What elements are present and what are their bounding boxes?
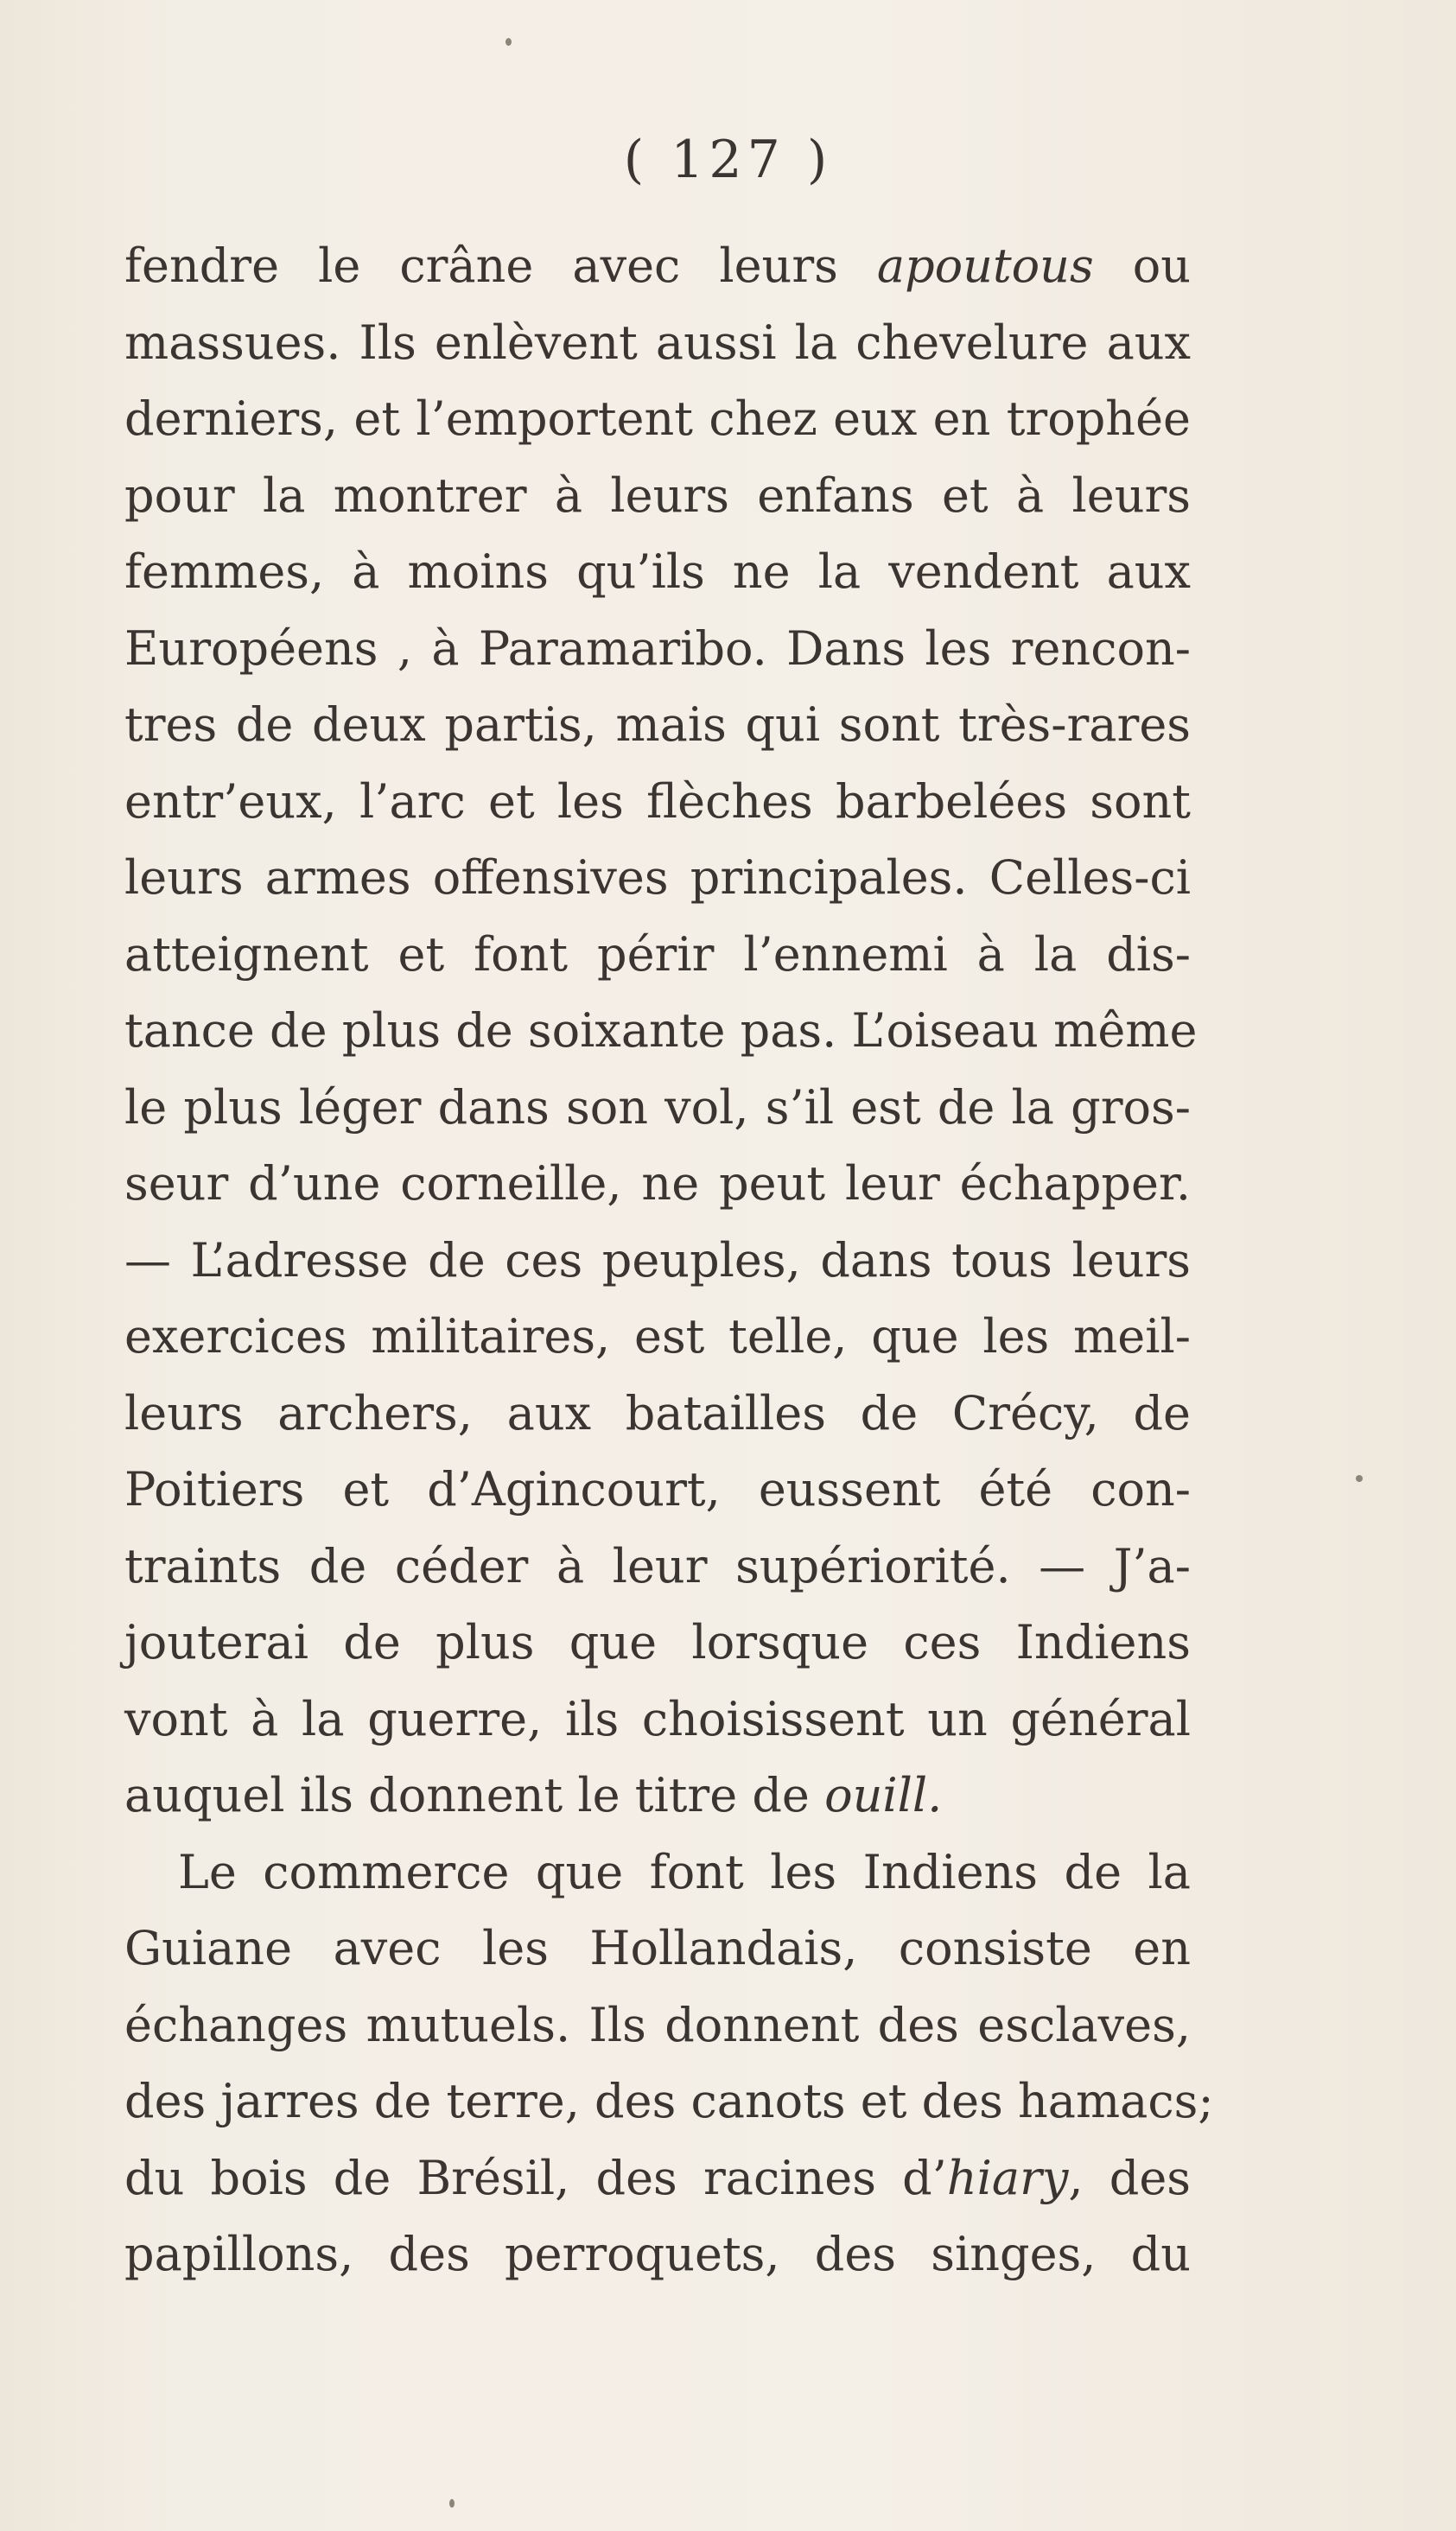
text-line [124,305,1191,382]
text-line [124,1529,1191,1606]
text-line [124,381,1191,458]
text-run: le plus léger dans son vol, s’il est de la gros- [124,1079,1191,1135]
text-run: Poitiers et d’Agincourt, eussent été con- [124,1462,1191,1517]
text-run: leurs armes offensives principales. Celles-ci [124,850,1191,905]
text-line [124,1223,1191,1300]
page-number: ( 127 ) [623,130,833,190]
text-line [124,1758,1191,1835]
text-line [124,1299,1191,1376]
text-run: Européens , à Paramaribo. Dans les rencon- [124,620,1191,676]
text-run: papillons, des perroquets, des singes, du [124,2227,1191,2281]
ink-speck [449,2499,455,2508]
text-run: exercices militaires, est telle, que les meil- [124,1309,1191,1364]
text-run: Guiane avec les Hollandais, consiste en [124,1921,1191,1975]
text-run: jouterai de plus que lorsque ces Indiens [124,1615,1191,1669]
italic-term: apoutous [876,238,1094,293]
text-line [124,1452,1191,1529]
text-line [124,1911,1191,1987]
text-line [124,1605,1191,1682]
text-line [124,917,1191,994]
text-line [124,611,1191,688]
text-line [124,1070,1191,1147]
text-run: atteignent et font périr l’ennemi à la dis- [124,926,1191,982]
text-run: femmes, à moins qu’ils ne la vendent aux [124,544,1191,599]
italic-term: ouill. [824,1768,943,1822]
text-run: du bois de Brésil, des racines d’ [124,2150,947,2205]
ink-speck [505,38,512,46]
text-run: — L’adresse de ces peuples, dans tous leurs [124,1232,1191,1288]
text-run: auquel ils donnent le titre de [124,1768,825,1822]
italic-term: hiary [946,2150,1069,2205]
body-text [124,228,1214,2293]
text-run: échanges mutuels. Ils donnent des esclaves, [124,1997,1191,2052]
text-run: des jarres de terre, des canots et des hamacs; [124,2074,1214,2128]
paragraph [124,228,1198,1835]
text-run: ou [1093,238,1191,293]
text-line [124,228,1191,305]
text-run: seur d’une corneille, ne peut leur échapper. [124,1156,1191,1211]
text-line [124,687,1191,764]
text-run: Le commerce que font les Indiens de la [178,1844,1191,1899]
text-line [124,840,1191,917]
text-line [124,1987,1191,2064]
text-line [124,2216,1191,2293]
text-run: tres de deux partis, mais qui sont très-rares [124,697,1191,752]
text-line [124,2140,1191,2217]
text-run: fendre le crâne avec leurs [124,238,877,293]
text-line [124,534,1191,611]
text-line [124,1146,1191,1223]
text-run: entr’eux, l’arc et les flèches barbelées sont [124,773,1191,829]
text-line [124,1376,1191,1453]
text-line [124,764,1191,841]
text-line [124,2064,1214,2140]
text-line [124,1835,1191,1911]
text-run: vont à la guerre, ils choisissent un général [124,1691,1191,1746]
text-run: massues. Ils enlèvent aussi la chevelure aux [124,315,1191,370]
text-run: leurs archers, aux batailles de Crécy, de [124,1385,1191,1440]
text-line [124,1682,1191,1758]
text-run: tance de plus de soixante pas. L’oiseau même [124,1003,1198,1058]
text-line [124,993,1198,1070]
text-run: , des [1068,2150,1191,2205]
ink-speck [1356,1475,1363,1482]
text-line [124,458,1191,535]
paragraph [124,1835,1214,2293]
text-run: derniers, et l’emportent chez eux en trophée [124,391,1191,446]
text-run: traints de céder à leur supériorité. — J’a- [124,1538,1191,1593]
text-run: pour la montrer à leurs enfans et à leurs [124,467,1191,523]
